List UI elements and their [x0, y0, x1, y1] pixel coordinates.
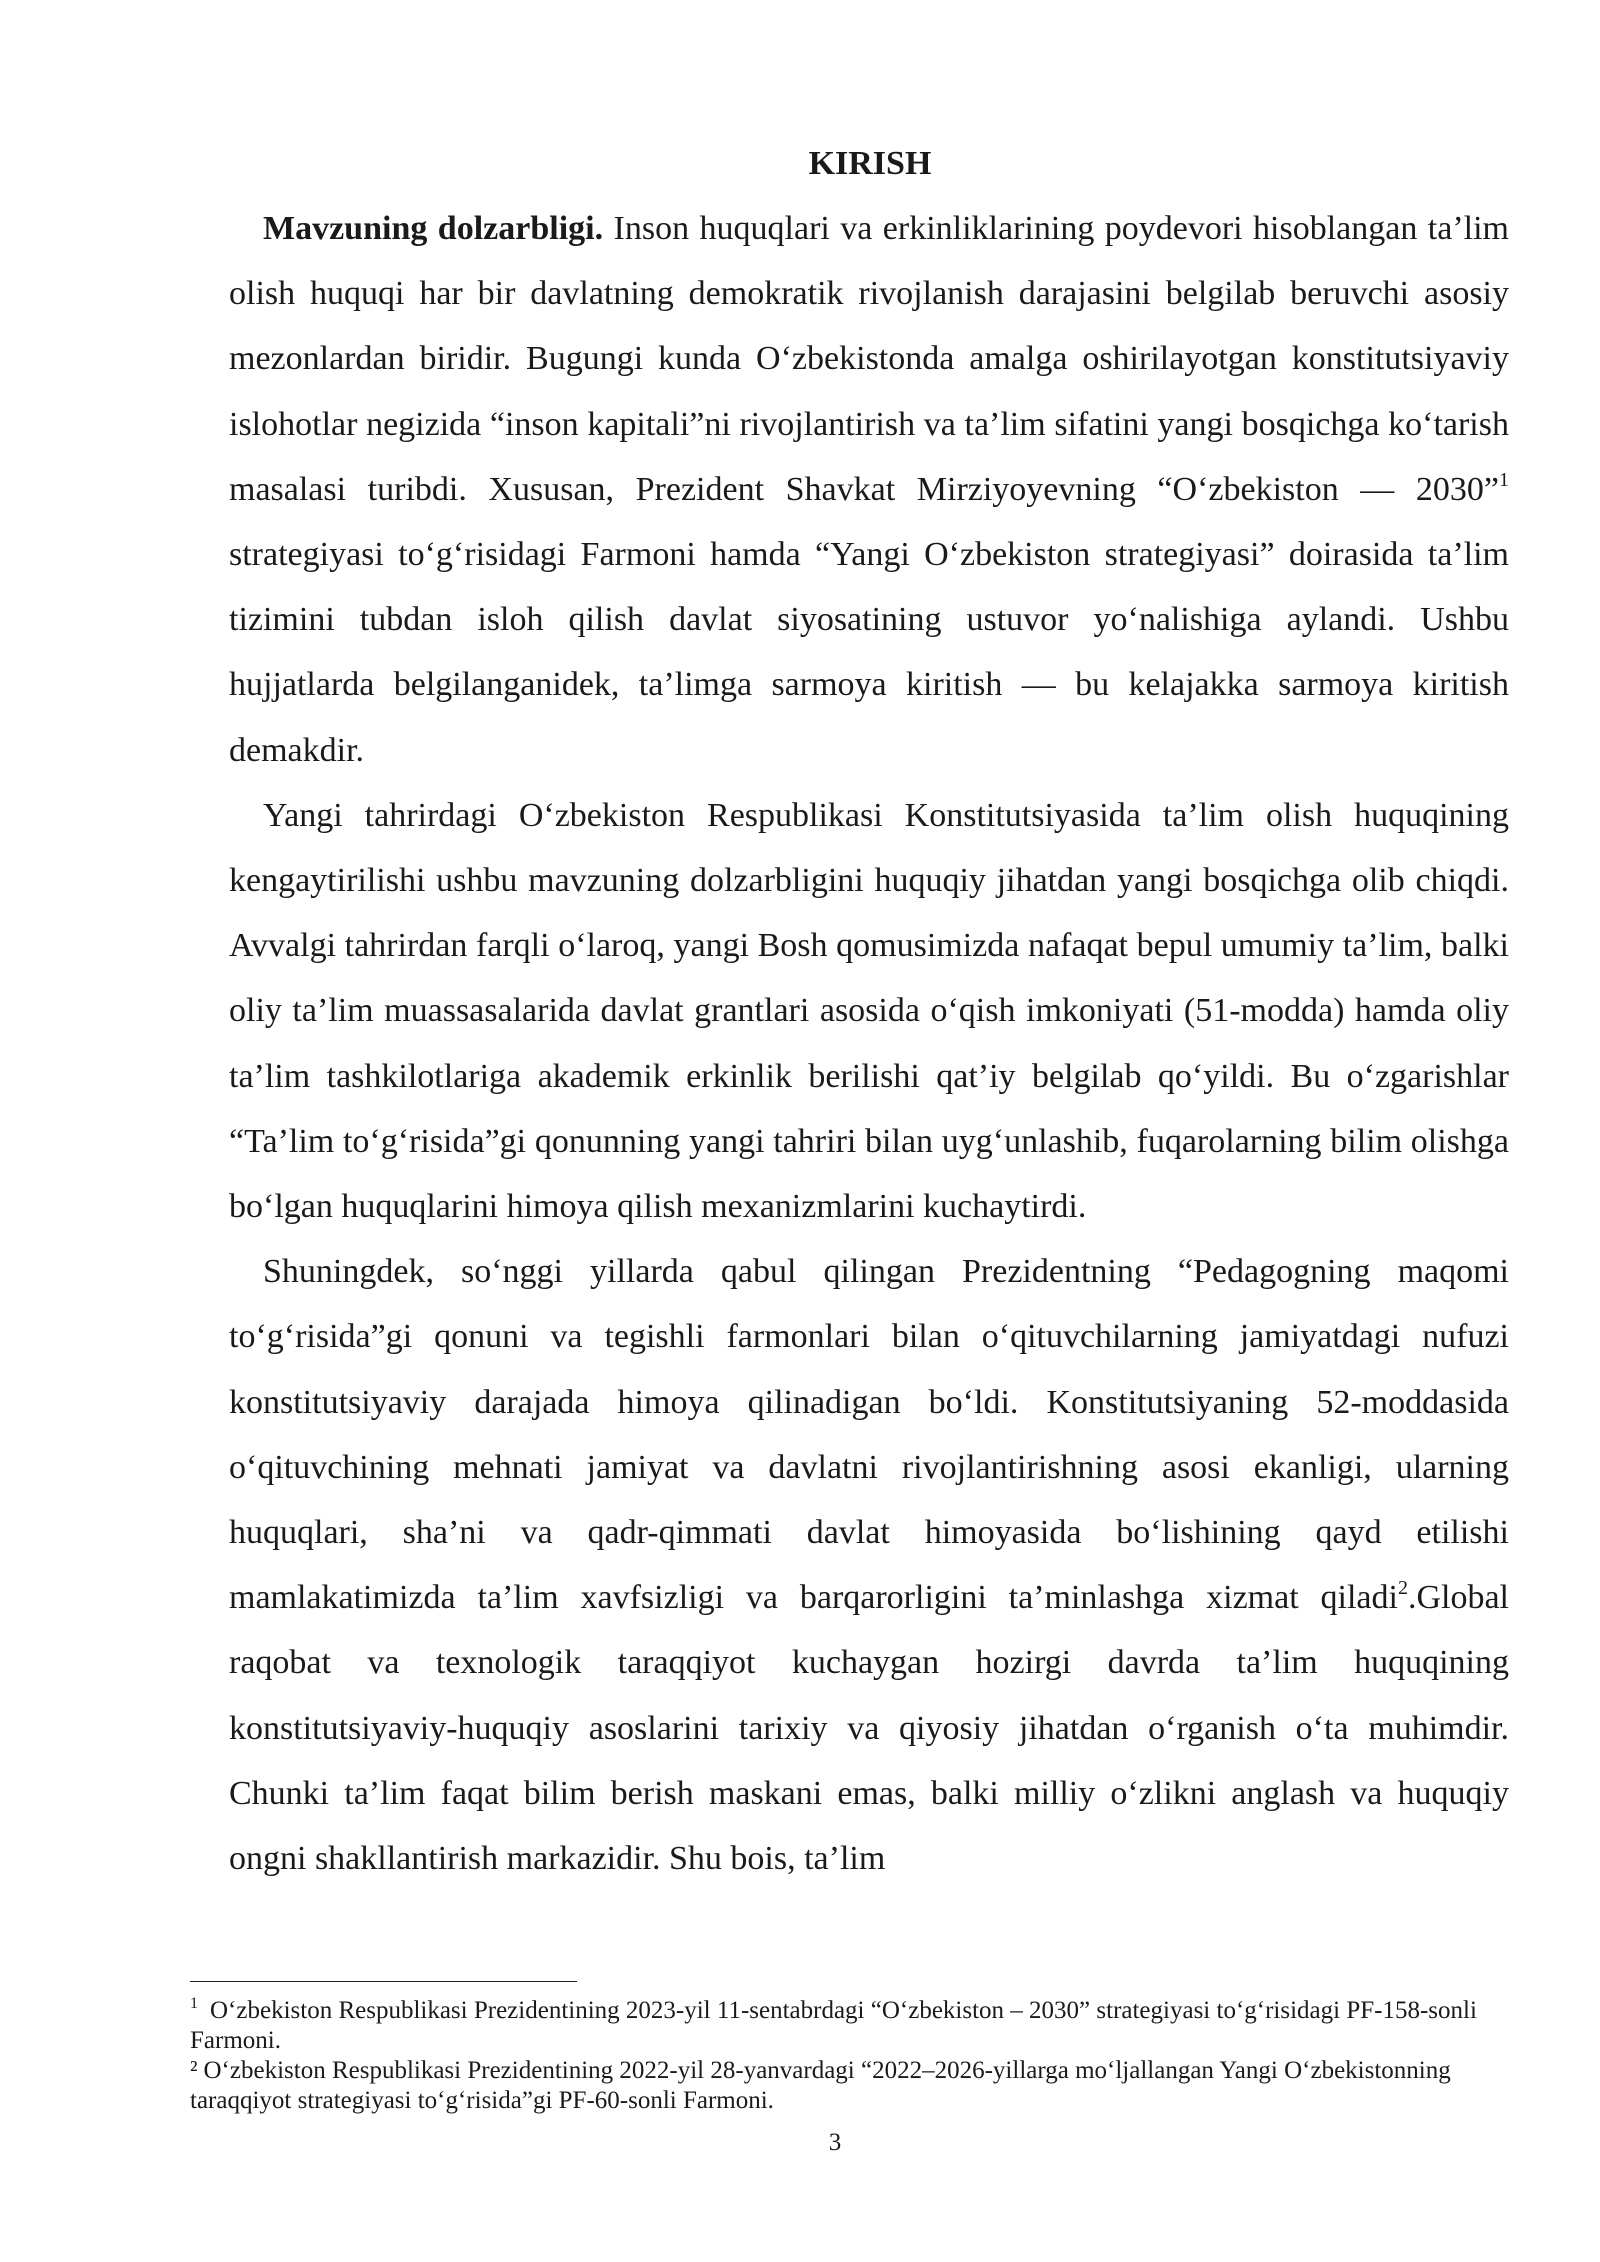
footnote-text: O‘zbekiston Respublikasi Prezidentining 2022-yil 28-yanvardagi “2022–2026-yillarga mo‘ljallangan Yangi O‘zbekistonning taraqqiyot strategiyasi to‘g‘risida”gi PF-60-sonli Farmoni. [190, 2057, 1451, 2114]
footnote-text: O‘zbekiston Respublikasi Prezidentining 2023-yil 11-sentabrdagi “O‘zbekiston – 2030” strategiyasi to‘g‘risidagi PF-158-sonli Farmoni. [190, 1997, 1477, 2054]
footnote-2 [190, 2056, 1520, 2116]
footnote-reference-2[interactable]: 2 [1397, 1577, 1408, 1600]
paragraph-text: Yangi tahrirdagi O‘zbekiston Respublikasi Konstitutsiyasida ta’lim olish huquqining kengaytirilishi ushbu mavzuning dolzarbligini huquqiy jihatdan yangi bosqichga olib chiqdi. Avvalgi tahrirdan farqli o‘laroq, yangi Bosh qomusimizda nafaqat bepul umumiy ta’lim, balki oliy ta’lim muassasalarida davlat grantlari asosida o‘qish imkoniyati (51-modda) hamda oliy ta’lim tashkilotlariga akademik erkinlik berilishi qat’iy belgilab qo‘yildi. Bu o‘zgarishlar “Ta’lim to‘g‘risida”gi qonunning yangi tahriri bilan uyg‘unlashib, fuqarolarning bilim olishga bo‘lgan huquqlarini himoya qilish mexanizmlarini kuchaytirdi. [229, 796, 1509, 1226]
paragraph-2 [229, 783, 1509, 1239]
footnote-separator [190, 1981, 577, 1982]
paragraph-text-continued: .Global raqobat va texnologik taraqqiyot kuchaygan hozirgi davrda ta’lim huquqining konstitutsiyaviy-huquqiy asoslarini tarixiy va qiyosiy jihatdan o‘rganish o‘ta muhimdir. Chunki ta’lim faqat bilim berish maskani emas, balki milliy o‘zlikni anglash va huquqiy ongni shakllantirish markazidir. Shu bois, ta’lim [229, 1579, 1509, 1878]
footnote-reference-1[interactable]: 1 [1499, 468, 1509, 491]
paragraph-lead: Mavzuning dolzarbligi. [263, 210, 604, 247]
footnote-1 [190, 1996, 1520, 2056]
paragraph-text: Inson huquqlari va erkinliklarining poydevori hisoblangan ta’lim olish huquqi har bir davlatning demokratik rivojlanish darajasini belgilab beruvchi asosiy mezonlardan biridir. Bugungi kunda O‘zbekistonda amalga oshirilayotgan konstitutsiyaviy islohotlar negizida “inson kapitali”ni rivojlantirish va ta’lim sifatini yangi bosqichga ko‘tarish masalasi turibdi. Xususan, Prezident Shavkat Mirziyoyevning “O‘zbekiston — 2030” [229, 210, 1510, 508]
footnote-mark: 1 [190, 1995, 198, 2012]
paragraph-text-continued: strategiyasi to‘g‘risidagi Farmoni hamda “Yangi O‘zbekiston strategiyasi” doirasida ta’lim tizimini tubdan isloh qilish davlat siyosatining ustuvor yo‘nalishiga aylandi. Ushbu hujjatlarda belgilanganidek, ta’limga sarmoya kiritish — bu kelajakka sarmoya kiritish demakdir. [229, 536, 1509, 769]
page-number: 3 [828, 2129, 842, 2156]
section-title: KIRISH [808, 145, 932, 182]
footnotes [190, 1996, 1520, 2116]
body-text [229, 196, 1509, 1891]
paragraph-3 [229, 1239, 1509, 1891]
footnote-mark: ² [190, 2057, 198, 2084]
paragraph-text: Shuningdek, so‘nggi yillarda qabul qilingan Prezidentning “Pedagogning maqomi to‘g‘risida”gi qonuni va tegishli farmonlari bilan o‘qituvchilarning jamiyatdagi nufuzi konstitutsiyaviy darajada himoya qilinadigan bo‘ldi. Konstitutsiyaning 52-moddasida o‘qituvchining mehnati jamiyat va davlatni rivojlantirishning asosi ekanligi, ularning huquqlari, sha’ni va qadr-qimmati davlat himoyasida bo‘lishining qayd etilishi mamlakatimizda ta’lim xavfsizligi va barqarorligini ta’minlashga xizmat qiladi [229, 1253, 1509, 1617]
paragraph-1 [229, 196, 1509, 783]
